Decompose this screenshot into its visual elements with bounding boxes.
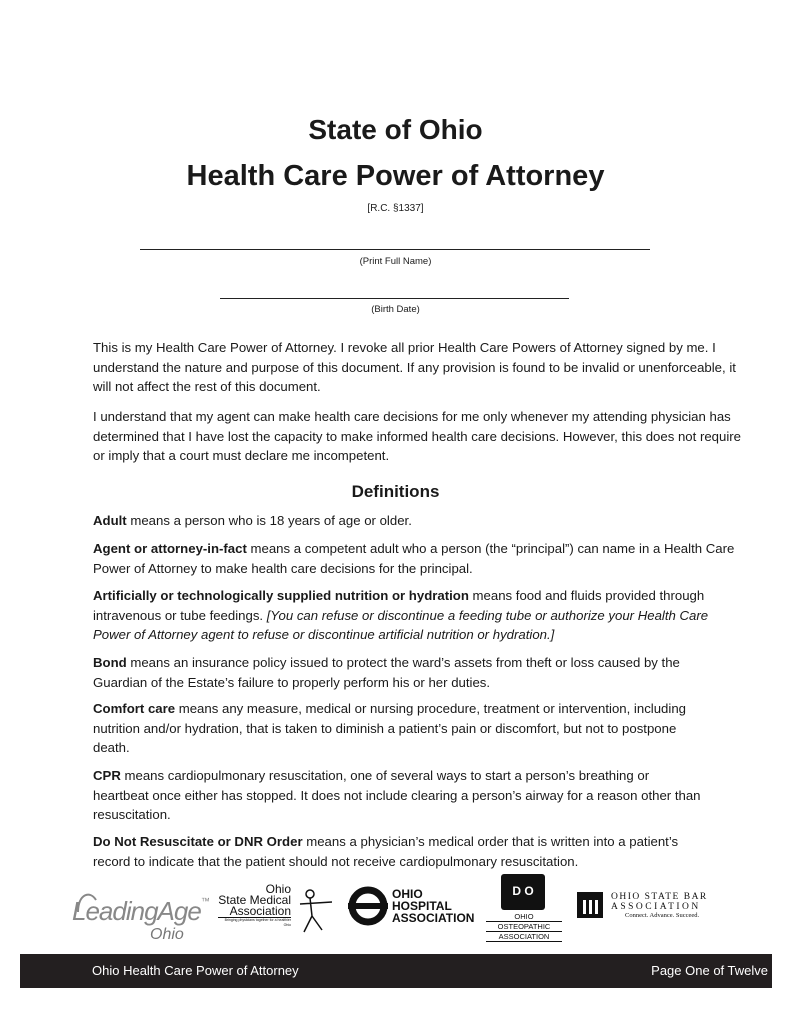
definition-text: means an insurance policy issued to protect the ward’s assets from theft or loss caused by the Guardian of the Estate’s failure to properly perform his or her duties. <box>93 655 680 690</box>
definition-term: CPR <box>93 768 121 783</box>
birth-date-caption: (Birth Date) <box>371 304 420 315</box>
definition-text: means cardiopulmonary resuscitation, one of several ways to start a person’s breathing or heartbeat once either has stopped. It does not include clearing a person’s airway for a reason other than resuscitation. <box>93 768 701 822</box>
name-line[interactable] <box>140 249 650 250</box>
ooa-emblem-icon <box>501 874 545 910</box>
leadingage-ohio-text: Ohio <box>150 926 184 943</box>
document-title: State of Ohio <box>308 114 483 145</box>
ooa-logo <box>486 874 562 944</box>
trademark-symbol: ™ <box>200 896 209 906</box>
ooa-letters: D O <box>512 884 534 898</box>
definitions-heading: Definitions <box>351 482 440 501</box>
leadingage-wordmark <box>72 896 209 927</box>
oha-line-3: ASSOCIATION <box>392 911 475 925</box>
definition-term: Artificially or technologically supplied nutrition or hydration <box>93 588 469 603</box>
leadingage-name: LeadingAge <box>72 896 201 926</box>
definition-comfort-care <box>93 699 688 758</box>
definition-text: means food and fluids provided through intravenous or tube feedings. <box>93 588 705 623</box>
definition-term: Adult <box>93 513 127 528</box>
definition-term: Do Not Resuscitate or DNR Order <box>93 834 303 849</box>
osba-courthouse-icon <box>575 890 605 920</box>
oha-circle-icon <box>348 886 388 926</box>
osba-line-2: ASSOCIATION <box>611 902 701 912</box>
oha-line-2: HOSPITAL <box>392 899 452 913</box>
oha-line-1: OHIO <box>392 887 423 901</box>
intro-paragraph-1: This is my Health Care Power of Attorney. I revoke all prior Health Care Powers of Attorney signed by me. I understand the nature and purpose of this document. If any provision is found to be invalid or unenforceable, it will not affect the rest of this document. <box>93 340 736 394</box>
footer-page-number: Page One of Twelve <box>651 963 768 978</box>
intro-paragraph-2: I understand that my agent can make health care decisions for me only whenever my attending physician has determined that I have lost the capacity to make informed health care decisions. However, this does not require or imply that a court must declare me incompetent. <box>93 409 742 463</box>
osba-tagline: Connect. Advance. Succeed. <box>625 912 700 919</box>
definition-nutrition <box>93 586 748 645</box>
ooa-line-3: ASSOCIATION <box>486 932 562 942</box>
osba-line-1: OHIO STATE BAR <box>611 892 708 902</box>
definition-text: means a physician’s medical order that is written into a patient’s record to indicate that the patient should not receive cardiopulmonary resuscitation. <box>93 834 679 869</box>
definition-dnr <box>93 832 703 871</box>
page-footer <box>20 954 772 988</box>
birth-date-line[interactable] <box>220 298 569 299</box>
osma-tagline: Bringing physicians together for a healthier Ohio <box>224 918 291 927</box>
document-subtitle: Health Care Power of Attorney <box>186 160 605 192</box>
definition-term: Comfort care <box>93 701 176 716</box>
definition-agent <box>93 539 743 578</box>
name-caption: (Print Full Name) <box>359 256 432 267</box>
osma-logo <box>218 884 343 942</box>
definition-text: means any measure, medical or nursing procedure, treatment or intervention, including nutrition and/or hydration, that is taken to diminish a patient’s pain or discomfort, but not to postpone death. <box>93 701 686 755</box>
osma-line-3: Association <box>218 906 291 918</box>
oha-logo <box>348 886 483 934</box>
definition-bond <box>93 653 708 692</box>
sponsor-logos <box>60 872 740 942</box>
leadingage-ohio-logo <box>70 882 209 944</box>
ooa-line-1: OHIO <box>514 912 534 921</box>
osma-line-2: State Medical <box>218 893 291 907</box>
osba-logo <box>575 890 725 930</box>
definition-term: Bond <box>93 655 127 670</box>
definition-cpr <box>93 766 703 825</box>
definition-adult <box>93 511 743 531</box>
definition-text: means a person who is 18 years of age or older. <box>126 513 412 528</box>
definition-note: [You can refuse or discontinue a feeding tube or authorize your Health Care Power of Attorney agent to refuse or discontinue artificial nutrition or hydration.] <box>93 607 709 642</box>
ooa-line-2: OSTEOPATHIC <box>486 921 562 932</box>
caduceus-figure-icon <box>296 886 336 936</box>
statute-reference: [R.C. §1337] <box>367 203 424 214</box>
definition-text: means a competent adult who a person (the “principal”) can name in a Health Care Power of Attorney to make health care decisions for the principal. <box>93 541 735 576</box>
osma-line-1: Ohio <box>265 882 291 896</box>
footer-document-title: Ohio Health Care Power of Attorney <box>92 963 299 978</box>
definition-term: Agent or attorney-in-fact <box>93 541 247 556</box>
